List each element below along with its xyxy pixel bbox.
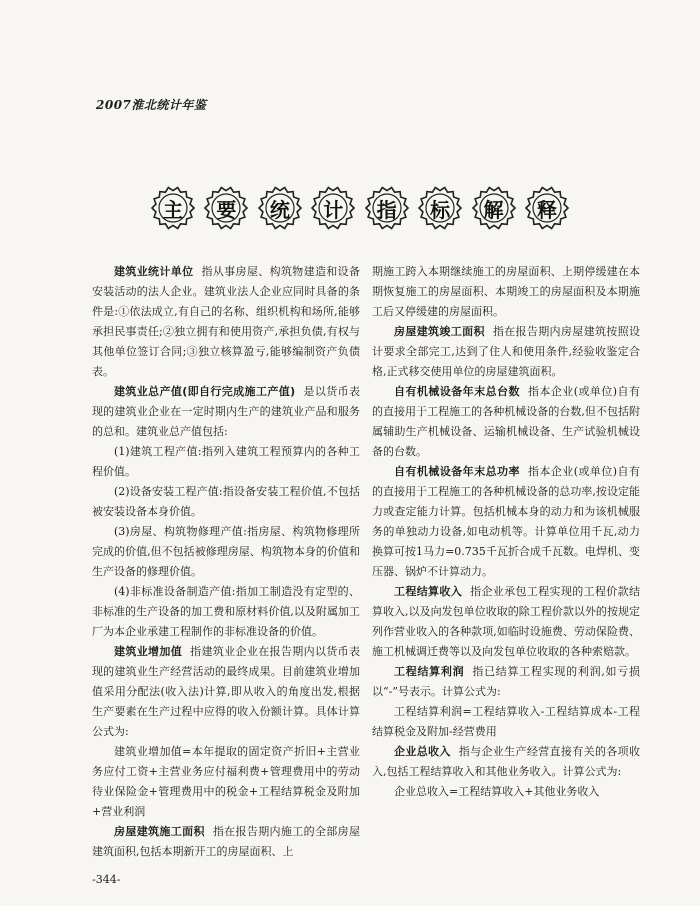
title-char-badge <box>417 185 463 231</box>
paragraph <box>92 822 360 862</box>
paragraph <box>372 582 640 662</box>
paragraph <box>372 382 640 462</box>
definition-text: 指建筑业企业在报告期内以货币表现的建筑业生产经营活动的最终成果。目前建筑业增加值采用分配法(收入法)计算,即从收入的角度出发,根据生产要素在生产过程中应得的收入份额计算。具体计算公式为: <box>92 645 361 738</box>
definition-text: (1)建筑工程产值:指列入建筑工程预算内的各种工程价值。 <box>92 445 360 478</box>
section-title <box>150 178 570 238</box>
term-heading: 建筑业总产值(即自行完成施工产值) <box>114 385 296 398</box>
title-char-badge <box>471 185 517 231</box>
title-char: 指 <box>376 197 397 222</box>
page-number: -344- <box>92 873 121 886</box>
term-heading: 工程结算利润 <box>394 665 465 678</box>
paragraph <box>92 522 360 582</box>
term-heading: 工程结算收入 <box>394 585 463 598</box>
paragraph <box>92 642 360 742</box>
title-char: 计 <box>323 197 344 222</box>
term-heading: 房屋建筑竣工面积 <box>394 325 485 338</box>
definition-text: 企业总收入=工程结算收入+其他业务收入 <box>394 785 600 798</box>
definition-text: 指在报告期内施工的全部房屋建筑面积,包括本期新开工的房屋面积、上 <box>92 825 361 858</box>
paragraph <box>92 582 360 642</box>
definition-text: 指从事房屋、构筑物建造和设备安装活动的法人企业。建筑业法人企业应同时具备的条件是:①依法成立,有自己的名称、组织机构和场所,能够承担民事责任;②独立拥有和使用资产,承担负债,有权与其他单位签订合同;③独立核算盈亏,能够编制资产负债表。 <box>92 265 361 378</box>
title-char: 标 <box>430 197 451 222</box>
title-char: 统 <box>269 197 290 222</box>
paragraph <box>372 782 640 802</box>
term-heading: 房屋建筑施工面积 <box>114 825 205 838</box>
definition-text: 指本企业(或单位)自有的直接用于工程施工的各种机械设备的总功率,按设定能力或查定能力计算。包括机械本身的动力和为该机械服务的单独动力设备,如电动机等。计算单位用千瓦,动力换算可按1马力=0.735千瓦折合成千瓦数。电焊机、变压器、锅炉不计算动力。 <box>372 465 640 578</box>
definition-text: 指已结算工程实现的利润,如亏损以“-”号表示。计算公式为: <box>372 665 641 698</box>
paragraph <box>92 482 360 522</box>
definition-text: (3)房屋、构筑物修理产值:指房屋、构筑物修理所完成的价值,但不包括被修理房屋、构筑物本身的价值和生产设备的修理价值。 <box>92 525 360 578</box>
running-header: 2007淮北统计年鉴 <box>96 98 207 112</box>
title-char-badge <box>203 185 249 231</box>
title-char: 要 <box>216 197 237 222</box>
definition-text: 指企业承包工程实现的工程价款结算收入,以及向发包单位收取的除工程价款以外的按规定列作营业收入的各种款项,如临时设施费、劳动保险费、施工机械调迁费等以及向发包单位收取的各种索赔款。 <box>372 585 641 658</box>
term-heading: 建筑业增加值 <box>114 645 183 658</box>
paragraph <box>372 262 640 322</box>
paragraph <box>372 322 640 382</box>
title-char: 解 <box>483 197 504 222</box>
title-char-badge <box>310 185 356 231</box>
definition-text: 工程结算利润=工程结算收入-工程结算成本-工程结算税金及附加-经营费用 <box>372 705 640 738</box>
paragraph <box>92 742 360 822</box>
paragraph <box>92 442 360 482</box>
term-heading: 自有机械设备年末总台数 <box>394 385 520 398</box>
title-char-badge <box>150 185 196 231</box>
term-heading: 建筑业统计单位 <box>114 265 194 278</box>
title-char: 释 <box>536 197 557 222</box>
definition-text: (4)非标准设备制造产值:指加工制造没有定型的、非标准的生产设备的加工费和原材料价值,以及附属加工厂为本企业承建工程制作的非标准设备的价值。 <box>92 585 360 638</box>
title-char-badge <box>524 185 570 231</box>
title-char: 主 <box>163 197 183 222</box>
right-column <box>372 262 640 802</box>
paragraph <box>372 702 640 742</box>
paragraph <box>372 742 640 782</box>
definition-text: 指与企业生产经营直接有关的各项收入,包括工程结算收入和其他业务收入。计算公式为: <box>372 745 640 778</box>
term-heading: 企业总收入 <box>394 745 451 758</box>
title-char-badge <box>257 185 303 231</box>
paragraph <box>372 462 640 582</box>
paragraph <box>92 262 360 382</box>
definition-text: 指本企业(或单位)自有的直接用于工程施工的各种机械设备的台数,但不包括附属辅助生产机械设备、运输机械设备、生产试验机械设备的台数。 <box>372 385 640 458</box>
definition-text: 建筑业增加值=本年提取的固定资产折旧+主营业务应付工资+主营业务应付福利费+管理费用中的劳动待业保险金+管理费用中的税金+工程结算税金及附加+营业利润 <box>92 745 360 818</box>
paragraph <box>92 382 360 442</box>
term-heading: 自有机械设备年末总功率 <box>394 465 520 478</box>
title-char-badge <box>364 185 410 231</box>
definition-text: 是以货币表现的建筑业企业在一定时期内生产的建筑业产品和服务的总和。建筑业总产值包括: <box>92 385 360 438</box>
definition-text: 期施工跨入本期继续施工的房屋面积、上期停缓建在本期恢复施工的房屋面积、本期竣工的房屋面积及本期施工后又停缓建的房屋面积。 <box>372 265 640 318</box>
definition-text: (2)设备安装工程产值:指设备安装工程价值,不包括被安装设备本身价值。 <box>92 485 360 518</box>
paragraph <box>372 662 640 702</box>
left-column <box>92 262 360 862</box>
definition-text: 指在报告期内房屋建筑按照设计要求全部完工,达到了住人和使用条件,经验收鉴定合格,正式移交使用单位的房屋建筑面积。 <box>372 325 641 378</box>
